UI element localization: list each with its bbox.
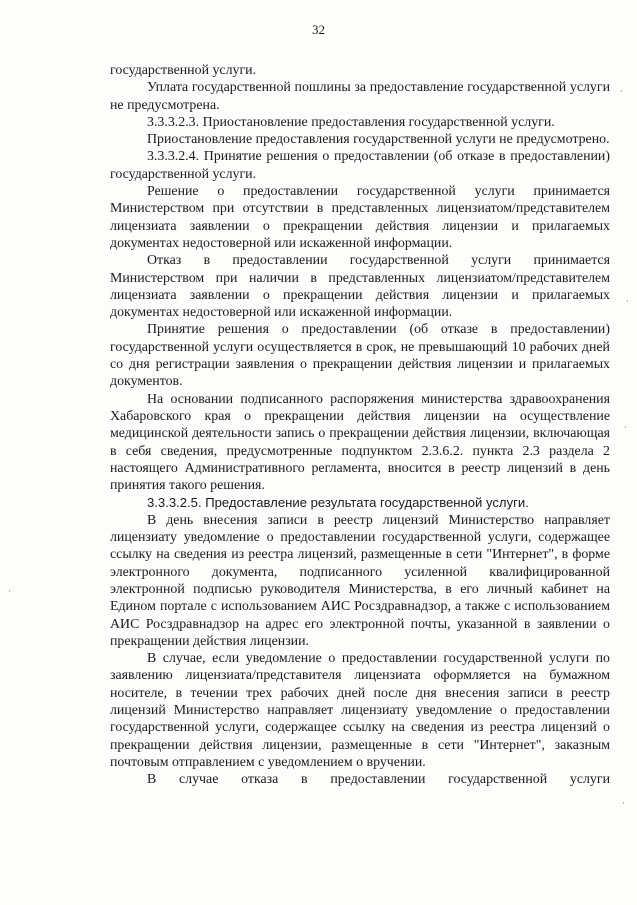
- section-heading-3-3-3-2-3: 3.3.3.2.3. Приостановление предоставления государственной услуги.: [147, 114, 555, 130]
- document-body: [110, 62, 610, 788]
- paragraph-decision-grant: Решение о предоставлении государственной услуги принимается Министерством при отсутствии в представленных лицензиатом/представителем лицензиата заявлении о прекращении действия лицензии и прилагаемых документах недостоверной или искаженной информации.: [110, 184, 610, 251]
- section-heading-3-3-3-2-4: 3.3.3.2.4. Принятие решения о предоставлении (об отказе в предоставлении) государственной услуги.: [110, 149, 610, 182]
- paragraph-notification-electronic: В день внесения записи в реестр лицензий Министерство направляет лицензиату уведомление о предоставлении государственной услуги, содержащее ссылку на сведения из реестра лицензий, размещенные в сети "Интернет", в форме электронного документа, подписанного усиленной квалифицированной электронной подписью руководителя Министерства, в его личный кабинет на Едином портале с использованием АИС Росздравнадзор, а также с использованием АИС Росздравнадзор на адрес его электронной почты, указанной в заявлении о прекращении действия лицензии.: [110, 512, 610, 649]
- page-number: 32: [312, 22, 325, 37]
- paragraph-registry-entry: На основании подписанного распоряжения министерства здравоохранения Хабаровского края о прекращении действия лицензии на осуществление медицинской деятельности запись о прекращении действия лицензии, включающая в себя сведения, предусмотренные подпунктом 2.3.6.2. пункта 2.3 раздела 2 настоящего Административного регламента, вносится в реестр лицензий в день принятия такого решения.: [110, 391, 610, 494]
- paragraph-suspension: Приостановление предоставления государственной услуги не предусмотрено.: [147, 132, 610, 148]
- section-heading-3-3-3-2-5: 3.3.3.2.5. Предоставление результата государственной услуги.: [147, 495, 529, 511]
- paragraph-refusal-case: В случае отказа в предоставлении государственной услуги: [147, 772, 610, 788]
- scan-speck: ·: [622, 799, 625, 809]
- paragraph-notification-paper: В случае, если уведомление о предоставлении государственной услуги по заявлению лицензиата/представителя лицензиата оформляется на бумажном носителе, в течении трех рабочих дней после дня внесения записи в реестр лицензий Министерство направляет лицензиату уведомление о предоставлении государственной услуги, содержащее ссылку на сведения из реестра лицензий о прекращении действия лицензии, размещенные в сети "Интернет", заказным почтовым отправлением с уведомлением о вручении.: [110, 651, 610, 770]
- paragraph-decision-refusal: Отказ в предоставлении государственной услуги принимается Министерством при наличии в представленных лицензиатом/представителем лицензиата заявлении о прекращении действия лицензии и прилагаемых документах недостоверной или искаженной информации.: [110, 253, 610, 321]
- paragraph-decision-term: Принятие решения о предоставлении (об отказе в предоставлении) государственной услуги осуществляется в срок, не превышающий 10 рабочих дней со дня регистрации заявления о прекращении действия лицензии и прилагаемых документов.: [110, 322, 610, 390]
- scan-speck: ·: [620, 87, 623, 97]
- scan-speck: ·: [8, 587, 11, 597]
- scan-speck: ·: [624, 423, 627, 433]
- paragraph-state-fee: Уплата государственной пошлины за предоставление государственной услуги не предусмотрена.: [110, 80, 610, 113]
- paragraph-continuation: государственной услуги.: [110, 63, 257, 78]
- scan-speck: ·: [626, 297, 629, 307]
